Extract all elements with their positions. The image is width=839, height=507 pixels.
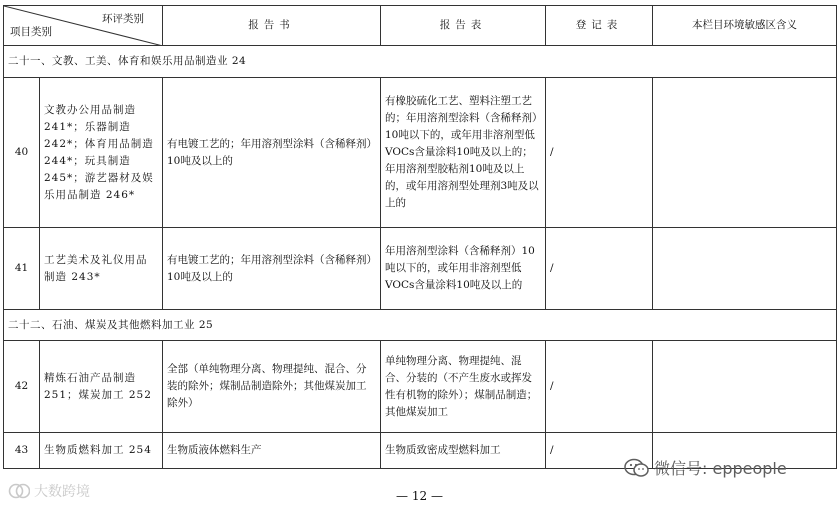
- report-book-criteria: 全部（单纯物理分离、物理提纯、混合、分装的除外；煤制品制造除外；其他煤炭加工除外）: [163, 341, 381, 433]
- brand-watermark-text: 大数跨境: [34, 484, 90, 500]
- register-criteria: /: [546, 228, 653, 310]
- diag-bottom-label: 项目类别: [10, 26, 52, 38]
- table-row: [4, 228, 837, 310]
- project-category: 文教办公用品制造241*；乐器制造242*；体育用品制造244*；玩具制造245*；游艺器材及娱乐用品制造 246*: [40, 78, 163, 228]
- sensitive-area-meaning: [653, 228, 837, 310]
- table-row: [4, 78, 837, 228]
- report-form-criteria: 有橡胶硫化工艺、塑料注塑工艺的；年用溶剂型涂料（含稀释剂）10吨以下的，或年用非溶剂型低VOCs含量涂料10吨及以上的；年用溶剂型胶粘剂10吨及以上的，或年用溶剂型处理剂3吨及以上的: [381, 78, 546, 228]
- report-book-criteria: 生物质液体燃料生产: [163, 433, 381, 469]
- col-header-report-form: 报告表: [381, 6, 546, 46]
- sensitive-area-meaning: [653, 78, 837, 228]
- report-form-criteria: 年用溶剂型涂料（含稀释剂）10吨以下的，或年用非溶剂型低VOCs含量涂料10吨及以上的: [381, 228, 546, 310]
- register-criteria: /: [546, 78, 653, 228]
- col-header-report-book: 报告书: [163, 6, 381, 46]
- wechat-watermark: [624, 456, 787, 479]
- section-title-22: 二十二、石油、煤炭及其他燃料加工业 25: [4, 310, 837, 341]
- col-header-register: 登记表: [546, 6, 653, 46]
- section-row: [4, 46, 837, 78]
- report-form-criteria: 单纯物理分离、物理提纯、混合、分装的（不产生废水或挥发性有机物的除外）；煤制品制造；其他煤炭加工: [381, 341, 546, 433]
- report-book-criteria: 有电镀工艺的；年用溶剂型涂料（含稀释剂）10吨及以上的: [163, 228, 381, 310]
- project-category: 工艺美术及礼仪用品制造 243*: [40, 228, 163, 310]
- wechat-logo-icon: [624, 458, 650, 478]
- row-number: 42: [4, 341, 40, 433]
- project-category: 生物质燃料加工 254: [40, 433, 163, 469]
- register-criteria: /: [546, 433, 653, 469]
- header-row: [4, 6, 837, 46]
- page-number: — 12 —: [396, 489, 443, 503]
- environmental-category-table: [3, 5, 837, 469]
- col-header-sensitive: 本栏目环境敏感区含义: [653, 6, 837, 46]
- report-form-criteria: 生物质致密成型燃料加工: [381, 433, 546, 469]
- row-number: 41: [4, 228, 40, 310]
- row-number: 43: [4, 433, 40, 469]
- report-book-criteria: 有电镀工艺的；年用溶剂型涂料（含稀释剂）10吨及以上的: [163, 78, 381, 228]
- sensitive-area-meaning: [653, 341, 837, 433]
- wechat-watermark-text: 微信号: eppeople: [654, 459, 787, 478]
- table-row: [4, 341, 837, 433]
- row-number: 40: [4, 78, 40, 228]
- project-category: 精炼石油产品制造 251；煤炭加工 252: [40, 341, 163, 433]
- register-criteria: /: [546, 341, 653, 433]
- diag-top-label: 环评类别: [102, 13, 144, 25]
- section-row: [4, 310, 837, 341]
- diagonal-header-cell: [4, 6, 163, 46]
- section-title-21: 二十一、文教、工美、体育和娱乐用品制造业 24: [4, 46, 837, 78]
